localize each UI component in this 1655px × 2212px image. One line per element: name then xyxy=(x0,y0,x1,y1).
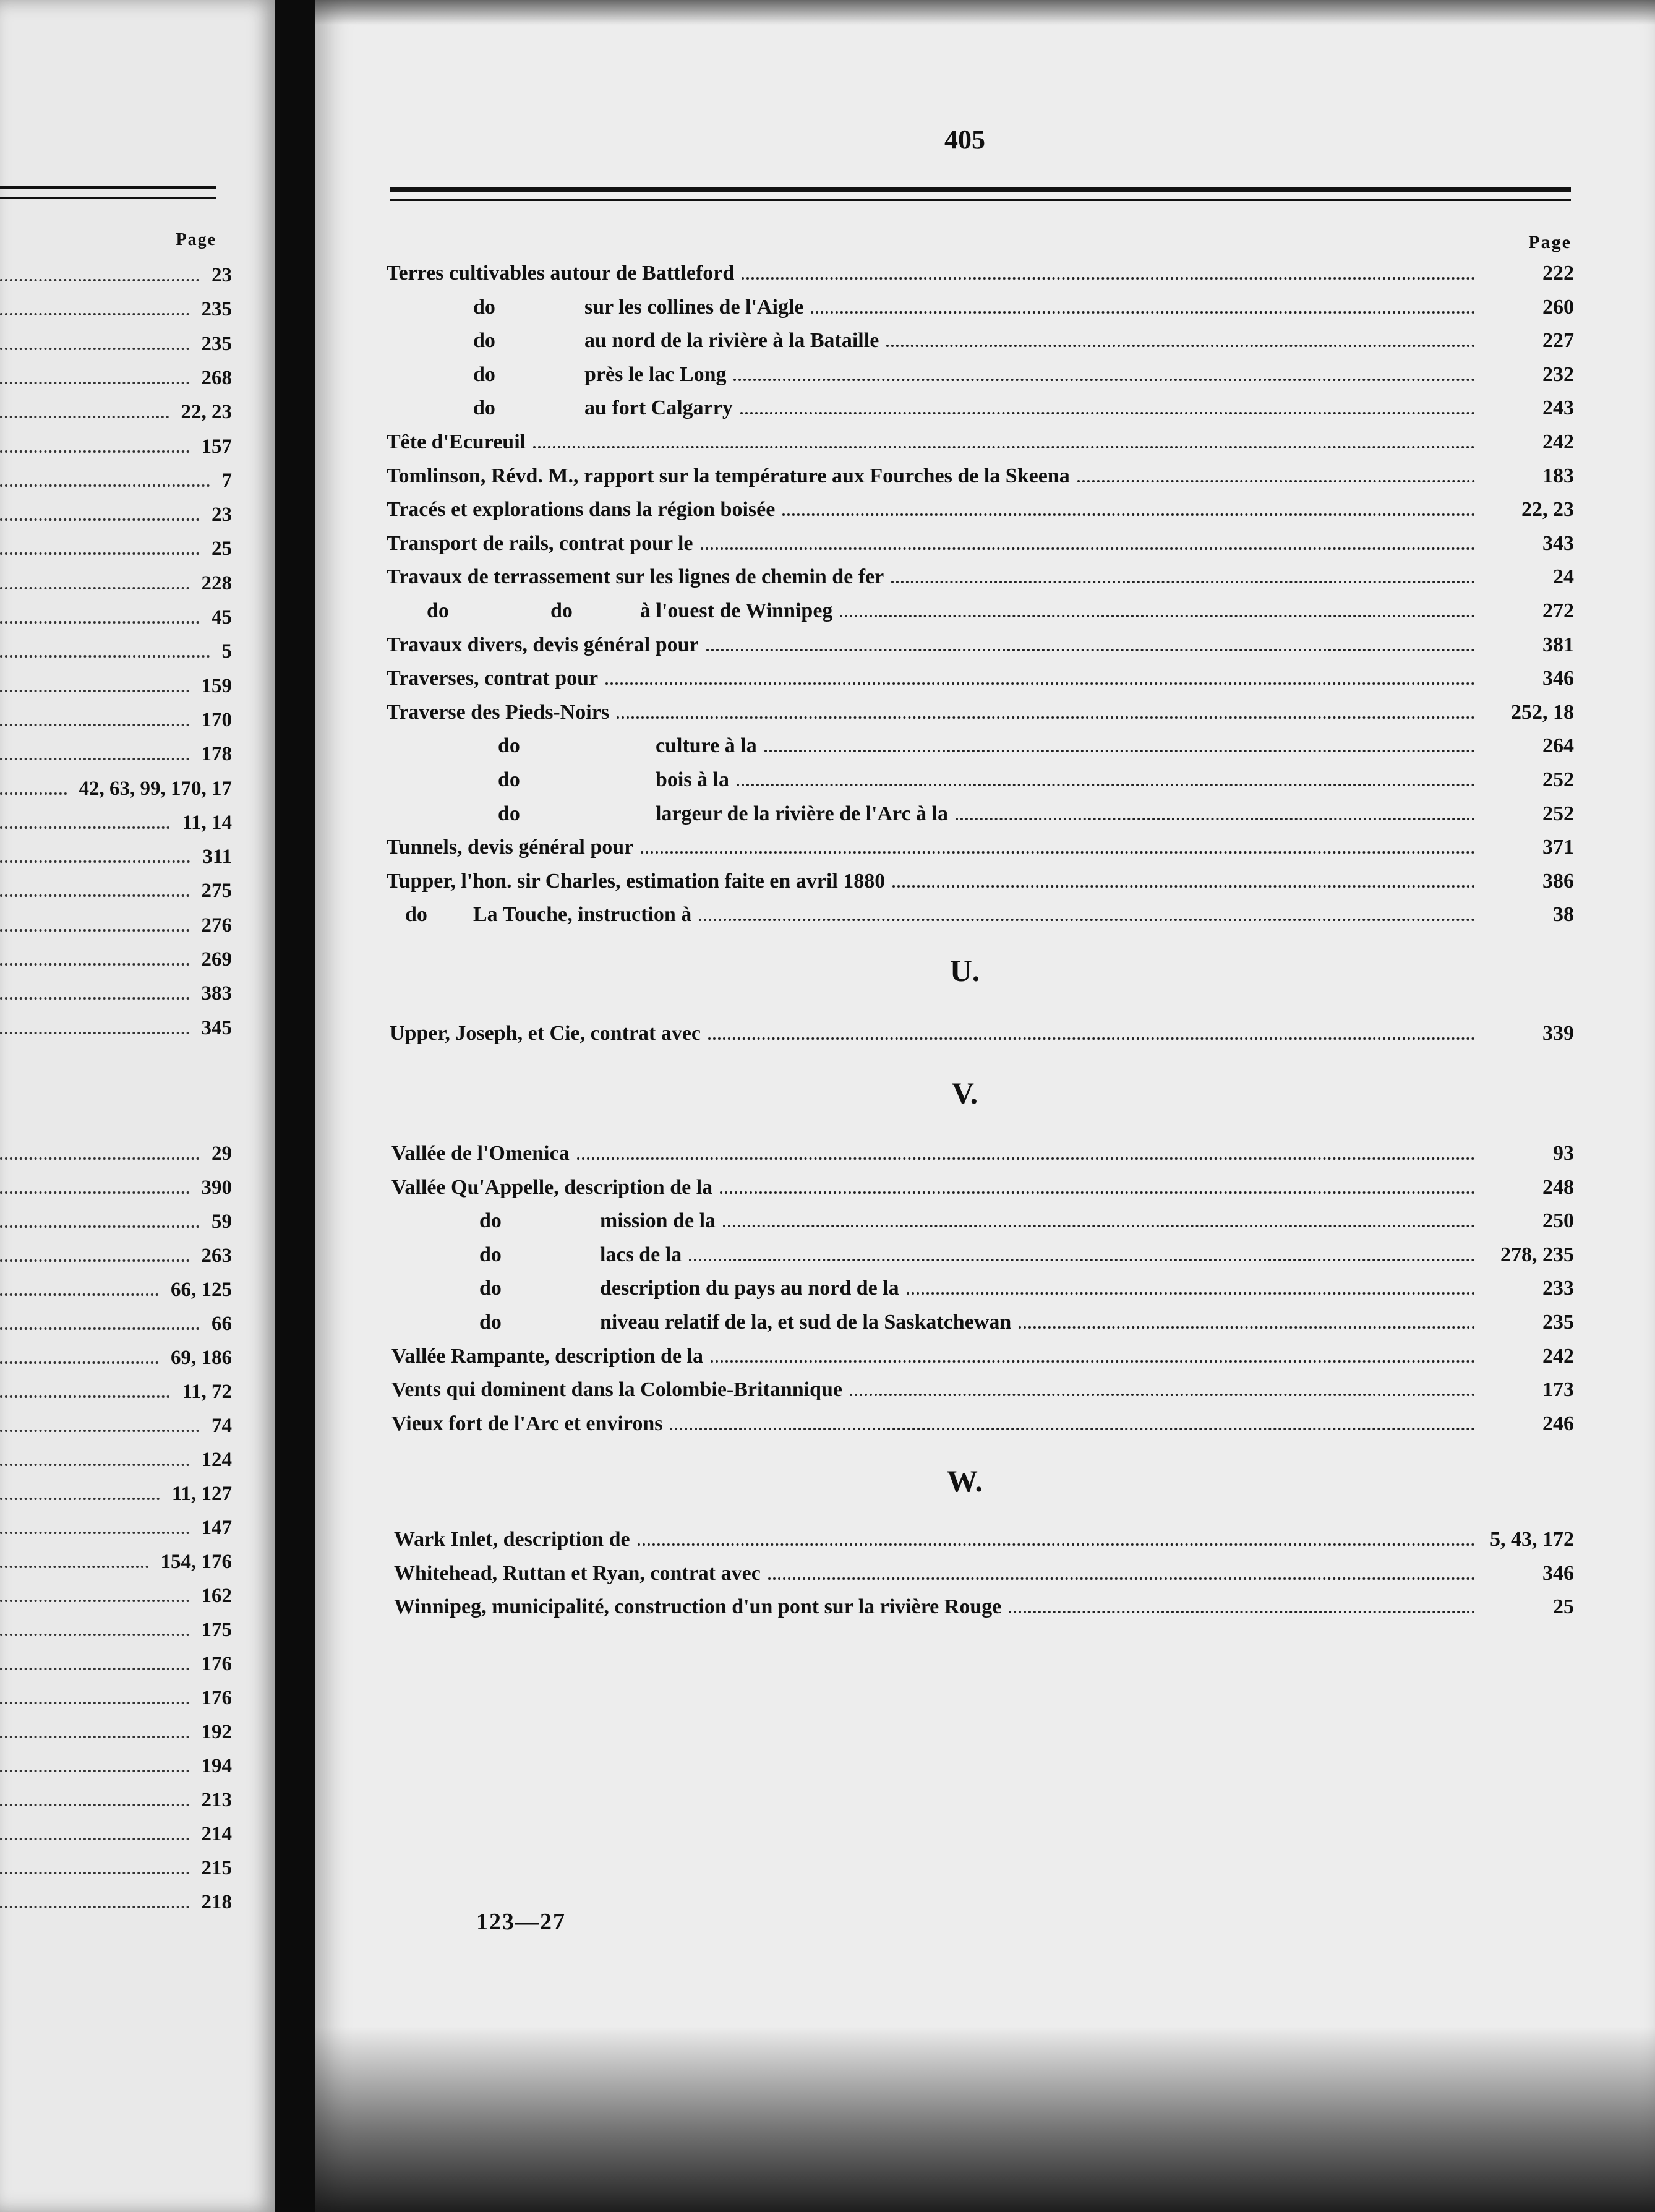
left-index-entry xyxy=(0,327,232,361)
left-index-entry xyxy=(0,498,232,531)
page-reference: 66, 125 xyxy=(171,1278,232,1301)
index-entry xyxy=(387,257,1574,290)
left-index-entry xyxy=(0,909,232,942)
left-index-entry xyxy=(0,1443,232,1477)
index-entry xyxy=(387,696,1574,729)
page-reference: 276 xyxy=(201,914,232,937)
page-reference: 45 xyxy=(212,606,232,628)
page-reference: 227 xyxy=(1542,329,1574,352)
page-reference: 235 xyxy=(1542,1311,1574,1334)
page-reference: 38 xyxy=(1553,903,1574,926)
ditto-mark: do xyxy=(498,802,520,825)
left-index-entry xyxy=(0,1579,232,1613)
index-entry xyxy=(387,1373,1574,1407)
dot-leader xyxy=(907,1292,1475,1295)
page-reference: 383 xyxy=(201,982,232,1005)
ditto-mark: do xyxy=(405,903,427,926)
page-reference: 176 xyxy=(201,1652,232,1675)
dot-leader xyxy=(0,655,210,658)
ditto-mark: do xyxy=(473,329,495,352)
entry-heading: Tomlinson, Révd. M., rapport sur la température aux Fourches de la Skeena xyxy=(387,465,1070,487)
entry-heading: Travaux de terrassement sur les lignes de chemin de fer xyxy=(387,565,884,588)
entry-subheading: à l'ouest de Winnipeg xyxy=(640,599,833,622)
dot-leader xyxy=(0,1191,189,1194)
left-index-entry xyxy=(0,1307,232,1340)
dot-leader xyxy=(0,1532,189,1534)
dot-leader xyxy=(0,1600,189,1602)
page-reference: 386 xyxy=(1542,870,1574,893)
page-reference: 346 xyxy=(1542,667,1574,690)
dot-leader xyxy=(0,382,189,384)
page-reference: 23 xyxy=(212,503,232,526)
index-entry xyxy=(387,358,1574,392)
dot-leader xyxy=(0,1668,189,1670)
dot-leader xyxy=(0,313,189,315)
dot-leader xyxy=(811,311,1475,314)
left-page-column-label: Page xyxy=(176,230,216,249)
dot-leader xyxy=(706,649,1475,651)
left-index-entry xyxy=(0,532,232,565)
entry-subheading: culture à la xyxy=(656,734,757,757)
left-index-entry xyxy=(0,943,232,976)
dot-leader xyxy=(0,929,189,932)
dot-leader xyxy=(0,621,199,624)
index-entry xyxy=(387,1171,1574,1204)
left-header-rule-thin xyxy=(0,197,216,199)
page-reference: 264 xyxy=(1542,734,1574,757)
page-reference: 263 xyxy=(201,1244,232,1267)
dot-leader xyxy=(840,615,1475,617)
dot-leader xyxy=(641,851,1475,854)
dot-leader xyxy=(0,1566,148,1568)
index-entry xyxy=(387,898,1574,932)
page-reference: 157 xyxy=(201,435,232,458)
dot-leader xyxy=(0,690,189,692)
page-reference: 176 xyxy=(201,1686,232,1709)
index-entry xyxy=(387,1137,1574,1170)
left-index-entry xyxy=(0,703,232,737)
dot-leader xyxy=(0,1770,189,1772)
entry-subheading: largeur de la rivière de l'Arc à la xyxy=(656,802,949,825)
printer-signature: 123—27 xyxy=(476,1909,566,1935)
page-reference: 93 xyxy=(1553,1142,1574,1165)
dot-leader xyxy=(0,484,210,487)
entry-heading: Vallée Qu'Appelle, description de la xyxy=(391,1176,713,1199)
dot-leader xyxy=(0,1032,189,1034)
left-index-entry xyxy=(0,1409,232,1443)
page-reference: 214 xyxy=(201,1822,232,1845)
page-reference: 59 xyxy=(212,1210,232,1233)
dot-leader xyxy=(0,450,189,453)
page-reference: 178 xyxy=(201,742,232,765)
page-reference: 124 xyxy=(201,1448,232,1471)
page-reference: 233 xyxy=(1542,1277,1574,1300)
dot-leader xyxy=(0,894,189,897)
entry-heading: Whitehead, Ruttan et Ryan, contrat avec xyxy=(394,1562,761,1585)
ditto-mark: do xyxy=(427,599,449,622)
left-index-entry xyxy=(0,669,232,703)
dot-leader xyxy=(701,547,1476,550)
left-index-entry xyxy=(0,1273,232,1306)
page-reference: 246 xyxy=(1542,1412,1574,1435)
left-index-entry xyxy=(0,840,232,873)
dot-leader xyxy=(711,1360,1475,1363)
page-reference: 183 xyxy=(1542,465,1574,487)
page-reference: 235 xyxy=(201,332,232,355)
entry-heading: Vallée Rampante, description de la xyxy=(391,1345,704,1368)
index-entry xyxy=(387,1590,1574,1624)
ditto-mark: do xyxy=(473,296,495,319)
page-reference: 11, 14 xyxy=(182,811,232,834)
index-entry xyxy=(387,1017,1574,1050)
dot-leader xyxy=(1009,1611,1475,1613)
page-reference: 252 xyxy=(1542,768,1574,791)
dot-leader xyxy=(638,1543,1475,1546)
section-letter-v: V. xyxy=(951,1076,978,1110)
entry-subheading: lacs de la xyxy=(600,1243,682,1266)
left-index-entry xyxy=(0,464,232,497)
dot-leader xyxy=(0,963,189,966)
index-entry xyxy=(387,1306,1574,1339)
page-reference: 242 xyxy=(1542,1345,1574,1368)
previous-page-fragment xyxy=(0,0,275,2212)
page-reference: 243 xyxy=(1542,397,1574,419)
dot-leader xyxy=(0,1906,189,1908)
dot-leader xyxy=(0,1736,189,1738)
entry-heading: Tupper, l'hon. sir Charles, estimation faite en avril 1880 xyxy=(387,870,886,893)
left-index-entry xyxy=(0,395,232,429)
section-letter-w: W. xyxy=(947,1464,983,1498)
page-reference: 268 xyxy=(201,366,232,389)
dot-leader xyxy=(891,581,1475,583)
page-reference: 22, 23 xyxy=(1521,498,1574,521)
page-reference: 343 xyxy=(1542,532,1574,555)
page-column-label: Page xyxy=(1528,232,1572,252)
dot-leader xyxy=(764,750,1475,752)
dot-leader xyxy=(0,1327,199,1330)
ditto-mark: do xyxy=(473,363,495,386)
left-index-entry xyxy=(0,567,232,600)
left-index-entry xyxy=(0,1205,232,1238)
page-reference: 11, 127 xyxy=(171,1482,232,1505)
dot-leader xyxy=(720,1191,1475,1194)
dot-leader xyxy=(0,860,190,863)
page-reference: 162 xyxy=(201,1584,232,1607)
entry-heading: Tracés et explorations dans la région boisée xyxy=(387,498,776,521)
page-reference: 381 xyxy=(1542,633,1574,656)
page-reference: 159 xyxy=(201,674,232,697)
entry-heading: Terres cultivables autour de Battleford xyxy=(387,262,735,285)
dot-leader xyxy=(0,792,67,795)
entry-subheading: La Touche, instruction à xyxy=(473,903,692,926)
index-entry xyxy=(387,729,1574,763)
index-entry xyxy=(387,1204,1574,1238)
dot-leader xyxy=(886,345,1475,347)
index-entry xyxy=(387,831,1574,864)
page-reference: 218 xyxy=(201,1890,232,1913)
left-index-entry xyxy=(0,772,232,805)
left-index-entry xyxy=(0,1477,232,1511)
index-entry xyxy=(387,1340,1574,1373)
page-reference: 213 xyxy=(201,1788,232,1811)
left-index-entry xyxy=(0,1341,232,1374)
page-reference: 222 xyxy=(1542,262,1574,285)
dot-leader xyxy=(892,885,1475,888)
ditto-mark: do xyxy=(498,768,520,791)
dot-leader xyxy=(0,1361,158,1364)
dot-leader xyxy=(689,1259,1475,1261)
dot-leader xyxy=(1077,480,1475,482)
header-rule-thin xyxy=(390,199,1571,201)
index-entry xyxy=(387,527,1574,560)
dot-leader xyxy=(737,784,1475,786)
page-reference: 25 xyxy=(1553,1595,1574,1618)
page-reference: 147 xyxy=(201,1516,232,1539)
left-index-entry xyxy=(0,806,232,839)
dot-leader xyxy=(0,416,169,418)
left-index-entry xyxy=(0,1545,232,1579)
ditto-mark: do xyxy=(479,1209,502,1232)
index-entry xyxy=(387,628,1574,662)
dot-leader xyxy=(742,277,1475,280)
left-index-entry xyxy=(0,1613,232,1647)
page-reference: 22, 23 xyxy=(181,400,232,423)
left-index-entry xyxy=(0,1011,232,1045)
page-reference: 252, 18 xyxy=(1511,701,1574,724)
page-reference: 260 xyxy=(1542,296,1574,319)
page-reference: 154, 176 xyxy=(160,1550,232,1573)
dot-leader xyxy=(733,379,1475,381)
entry-subheading: description du pays au nord de la xyxy=(600,1277,899,1300)
page-reference: 23 xyxy=(212,264,232,286)
page-reference: 345 xyxy=(201,1016,232,1039)
left-index-entry xyxy=(0,1851,232,1885)
left-index-entry xyxy=(0,1647,232,1681)
index-entry xyxy=(387,460,1574,493)
dot-leader xyxy=(0,1259,189,1262)
page-reference: 29 xyxy=(212,1142,232,1165)
page-reference: 215 xyxy=(201,1856,232,1879)
entry-heading: Wark Inlet, description de xyxy=(394,1528,630,1551)
index-entry xyxy=(387,1407,1574,1441)
index-entry xyxy=(387,324,1574,358)
entry-subheading: mission de la xyxy=(600,1209,716,1232)
left-index-entry xyxy=(0,1375,232,1408)
dot-leader xyxy=(0,826,169,829)
left-index-entry xyxy=(0,601,232,634)
dot-leader xyxy=(699,919,1475,921)
page-reference: 175 xyxy=(201,1618,232,1641)
left-index-entry xyxy=(0,1783,232,1817)
dot-leader xyxy=(0,518,199,521)
dot-leader xyxy=(0,1395,169,1398)
index-entry xyxy=(387,865,1574,898)
page-reference: 74 xyxy=(212,1414,232,1437)
left-index-entry xyxy=(0,977,232,1010)
dot-leader xyxy=(768,1577,1475,1580)
dot-leader xyxy=(0,724,189,726)
dot-leader xyxy=(0,1872,189,1874)
page-reference: 250 xyxy=(1542,1209,1574,1232)
index-entry xyxy=(387,392,1574,425)
dot-leader xyxy=(0,1634,189,1636)
section-letter-u: U. xyxy=(949,953,980,988)
dot-leader xyxy=(0,1464,189,1466)
page-reference: 192 xyxy=(201,1720,232,1743)
dot-leader xyxy=(723,1225,1475,1227)
page-reference: 25 xyxy=(212,537,232,560)
page-reference: 173 xyxy=(1542,1378,1574,1401)
page-reference: 272 xyxy=(1542,599,1574,622)
ditto-mark: do xyxy=(479,1243,502,1266)
left-index-entry xyxy=(0,1681,232,1715)
left-header-rule xyxy=(0,186,216,189)
page-reference: 235 xyxy=(201,298,232,320)
page-reference: 269 xyxy=(201,948,232,971)
index-entry xyxy=(387,1557,1574,1590)
dot-leader xyxy=(1019,1326,1475,1329)
dot-leader xyxy=(0,1702,189,1704)
dot-leader xyxy=(0,1293,158,1296)
dot-leader xyxy=(605,682,1475,685)
page-reference: 5 xyxy=(221,640,232,662)
dot-leader xyxy=(0,1498,160,1500)
page-reference: 194 xyxy=(201,1754,232,1777)
entry-heading: Traverses, contrat pour xyxy=(387,667,599,690)
header-rule xyxy=(390,187,1571,192)
page-reference: 24 xyxy=(1553,565,1574,588)
dot-leader xyxy=(850,1394,1475,1396)
entry-heading: Tunnels, devis général pour xyxy=(387,836,634,859)
left-index-entry xyxy=(0,1715,232,1749)
dot-leader xyxy=(740,412,1475,414)
entry-heading: Travaux divers, devis général pour xyxy=(387,633,699,656)
page-reference: 66 xyxy=(212,1312,232,1335)
entry-subheading: au nord de la rivière à la Bataille xyxy=(584,329,879,352)
page-reference: 252 xyxy=(1542,802,1574,825)
page-reference: 7 xyxy=(221,469,232,492)
dot-leader xyxy=(0,758,189,760)
entry-subheading: sur les collines de l'Aigle xyxy=(584,296,804,319)
entry-subheading: au fort Calgarry xyxy=(584,397,733,419)
left-index-entry xyxy=(0,1137,232,1170)
index-entry xyxy=(387,560,1574,594)
entry-heading: Vallée de l'Omenica xyxy=(391,1142,570,1165)
entry-subheading: près le lac Long xyxy=(584,363,727,386)
dot-leader xyxy=(0,348,189,350)
left-index-entry xyxy=(0,259,232,292)
entry-heading: Traverse des Pieds-Noirs xyxy=(387,701,610,724)
entry-heading: Upper, Joseph, et Cie, contrat avec xyxy=(390,1022,701,1045)
dot-leader xyxy=(0,1430,199,1432)
dot-leader xyxy=(577,1157,1475,1160)
index-entry xyxy=(387,797,1574,831)
left-index-entry xyxy=(0,361,232,395)
dot-leader xyxy=(670,1428,1475,1430)
dot-leader xyxy=(0,1804,189,1806)
page-reference: 311 xyxy=(202,845,232,868)
left-index-entry xyxy=(0,293,232,326)
entry-heading: Vents qui dominent dans la Colombie-Britannique xyxy=(391,1378,842,1401)
ditto-mark: do xyxy=(479,1277,502,1300)
index-entry xyxy=(387,1238,1574,1272)
page-reference: 69, 186 xyxy=(171,1346,232,1369)
left-index-entry xyxy=(0,737,232,771)
entry-heading: Tête d'Ecureuil xyxy=(387,431,526,453)
page-number: 405 xyxy=(944,124,985,155)
left-index-entry xyxy=(0,1171,232,1204)
left-index-entry xyxy=(0,1511,232,1545)
entry-heading: Winnipeg, municipalité, construction d'un pont sur la rivière Rouge xyxy=(394,1595,1002,1618)
page-reference: 275 xyxy=(201,879,232,902)
entry-subheading: bois à la xyxy=(656,768,730,791)
index-entry xyxy=(387,1523,1574,1556)
index-page xyxy=(315,0,1655,2212)
dot-leader xyxy=(956,818,1475,820)
dot-leader xyxy=(708,1037,1475,1040)
dot-leader xyxy=(0,1838,189,1840)
ditto-mark: do xyxy=(473,397,495,419)
dot-leader xyxy=(0,1225,199,1228)
dot-leader xyxy=(617,716,1475,719)
index-entry xyxy=(387,1272,1574,1305)
page-reference: 339 xyxy=(1542,1022,1574,1045)
entry-subheading: niveau relatif de la, et sud de la Saskatchewan xyxy=(600,1311,1012,1334)
index-entry xyxy=(387,291,1574,324)
left-index-entry xyxy=(0,635,232,668)
entry-heading: Transport de rails, contrat pour le xyxy=(387,532,693,555)
entry-heading: Vieux fort de l'Arc et environs xyxy=(391,1412,663,1435)
page-reference: 11, 72 xyxy=(182,1380,232,1403)
book-gutter xyxy=(275,0,315,2212)
page-reference: 5, 43, 172 xyxy=(1490,1528,1574,1551)
index-entry xyxy=(387,594,1574,628)
page-reference: 170 xyxy=(201,708,232,731)
page-reference: 228 xyxy=(201,572,232,594)
page-reference: 242 xyxy=(1542,431,1574,453)
page-reference: 232 xyxy=(1542,363,1574,386)
page-reference: 346 xyxy=(1542,1562,1574,1585)
page-reference: 371 xyxy=(1542,836,1574,859)
left-index-entry xyxy=(0,1885,232,1919)
left-index-entry xyxy=(0,874,232,907)
ditto-mark: do xyxy=(498,734,520,757)
left-index-entry xyxy=(0,1749,232,1783)
index-entry xyxy=(387,493,1574,526)
left-index-entry xyxy=(0,1239,232,1272)
left-index-entry xyxy=(0,1817,232,1851)
dot-leader xyxy=(0,587,189,589)
dot-leader xyxy=(0,1157,199,1160)
page-reference: 248 xyxy=(1542,1176,1574,1199)
page-reference: 390 xyxy=(201,1176,232,1199)
page-reference: 278, 235 xyxy=(1500,1243,1574,1266)
dot-leader xyxy=(782,513,1475,516)
dot-leader xyxy=(0,279,199,281)
index-entry xyxy=(387,662,1574,695)
dot-leader xyxy=(533,446,1475,448)
left-index-entry xyxy=(0,430,232,463)
dot-leader xyxy=(0,997,189,1000)
index-entry xyxy=(387,426,1574,459)
ditto-mark: do xyxy=(479,1311,502,1334)
index-entry xyxy=(387,763,1574,797)
ditto-mark: do xyxy=(550,599,573,622)
page-reference: 42, 63, 99, 170, 17 xyxy=(79,777,232,800)
dot-leader xyxy=(0,552,199,555)
